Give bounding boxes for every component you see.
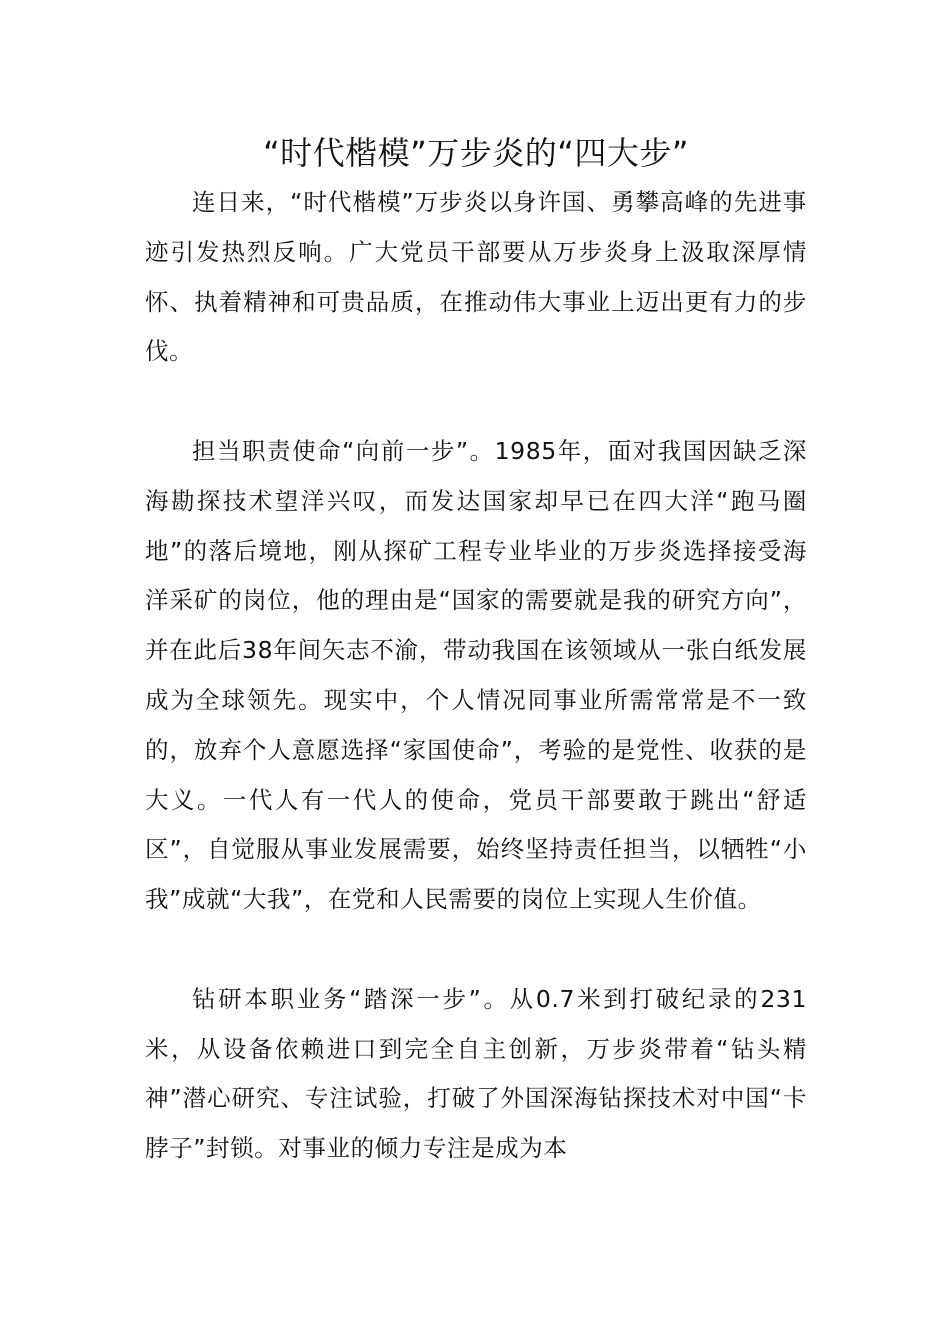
paragraph-gap	[145, 377, 807, 427]
document-title: “时代楷模”万步炎的“四大步”	[263, 134, 689, 172]
paragraph-intro: 连日来，“时代楷模”万步炎以身许国、勇攀高峰的先进事迹引发热烈反响。广大党员干部要从万步炎身上汲取深厚情怀、执着精神和可贵品质，在推动伟大事业上迈出更有力的步伐。	[145, 188, 807, 366]
document-page	[145, 128, 807, 1174]
paragraph-gap	[145, 925, 807, 975]
paragraph-step-forward: 担当职责使命“向前一步”。1985年，面对我国因缺乏深海勘探技术望洋兴叹，而发达国家却早已在四大洋“跑马圈地”的落后境地，刚从探矿工程专业毕业的万步炎选择接受海洋采矿的岗位，他的理由是“国家的需要就是我的研究方向”，并在此后38年间矢志不渝，带动我国在该领域从一张白纸发展成为全球领先。现实中，个人情况同事业所需常常是不一致的，放弃个人意愿选择“家国使命”，考验的是党性、收获的是大义。一代人有一代人的使命，党员干部要敢于跳出“舒适区”，自觉服从事业发展需要，始终坚持责任担当，以牺牲“小我”成就“大我”，在党和人民需要的岗位上实现人生价值。	[145, 436, 807, 914]
paragraph-step-deeper: 钻研本职业务“踏深一步”。从0.7米到打破纪录的231米，从设备依赖进口到完全自主创新，万步炎带着“钻头精神”潜心研究、专注试验，打破了外国深海钻探技术对中国“卡脖子”封锁。对事业的倾力专注是成为本	[145, 984, 807, 1163]
